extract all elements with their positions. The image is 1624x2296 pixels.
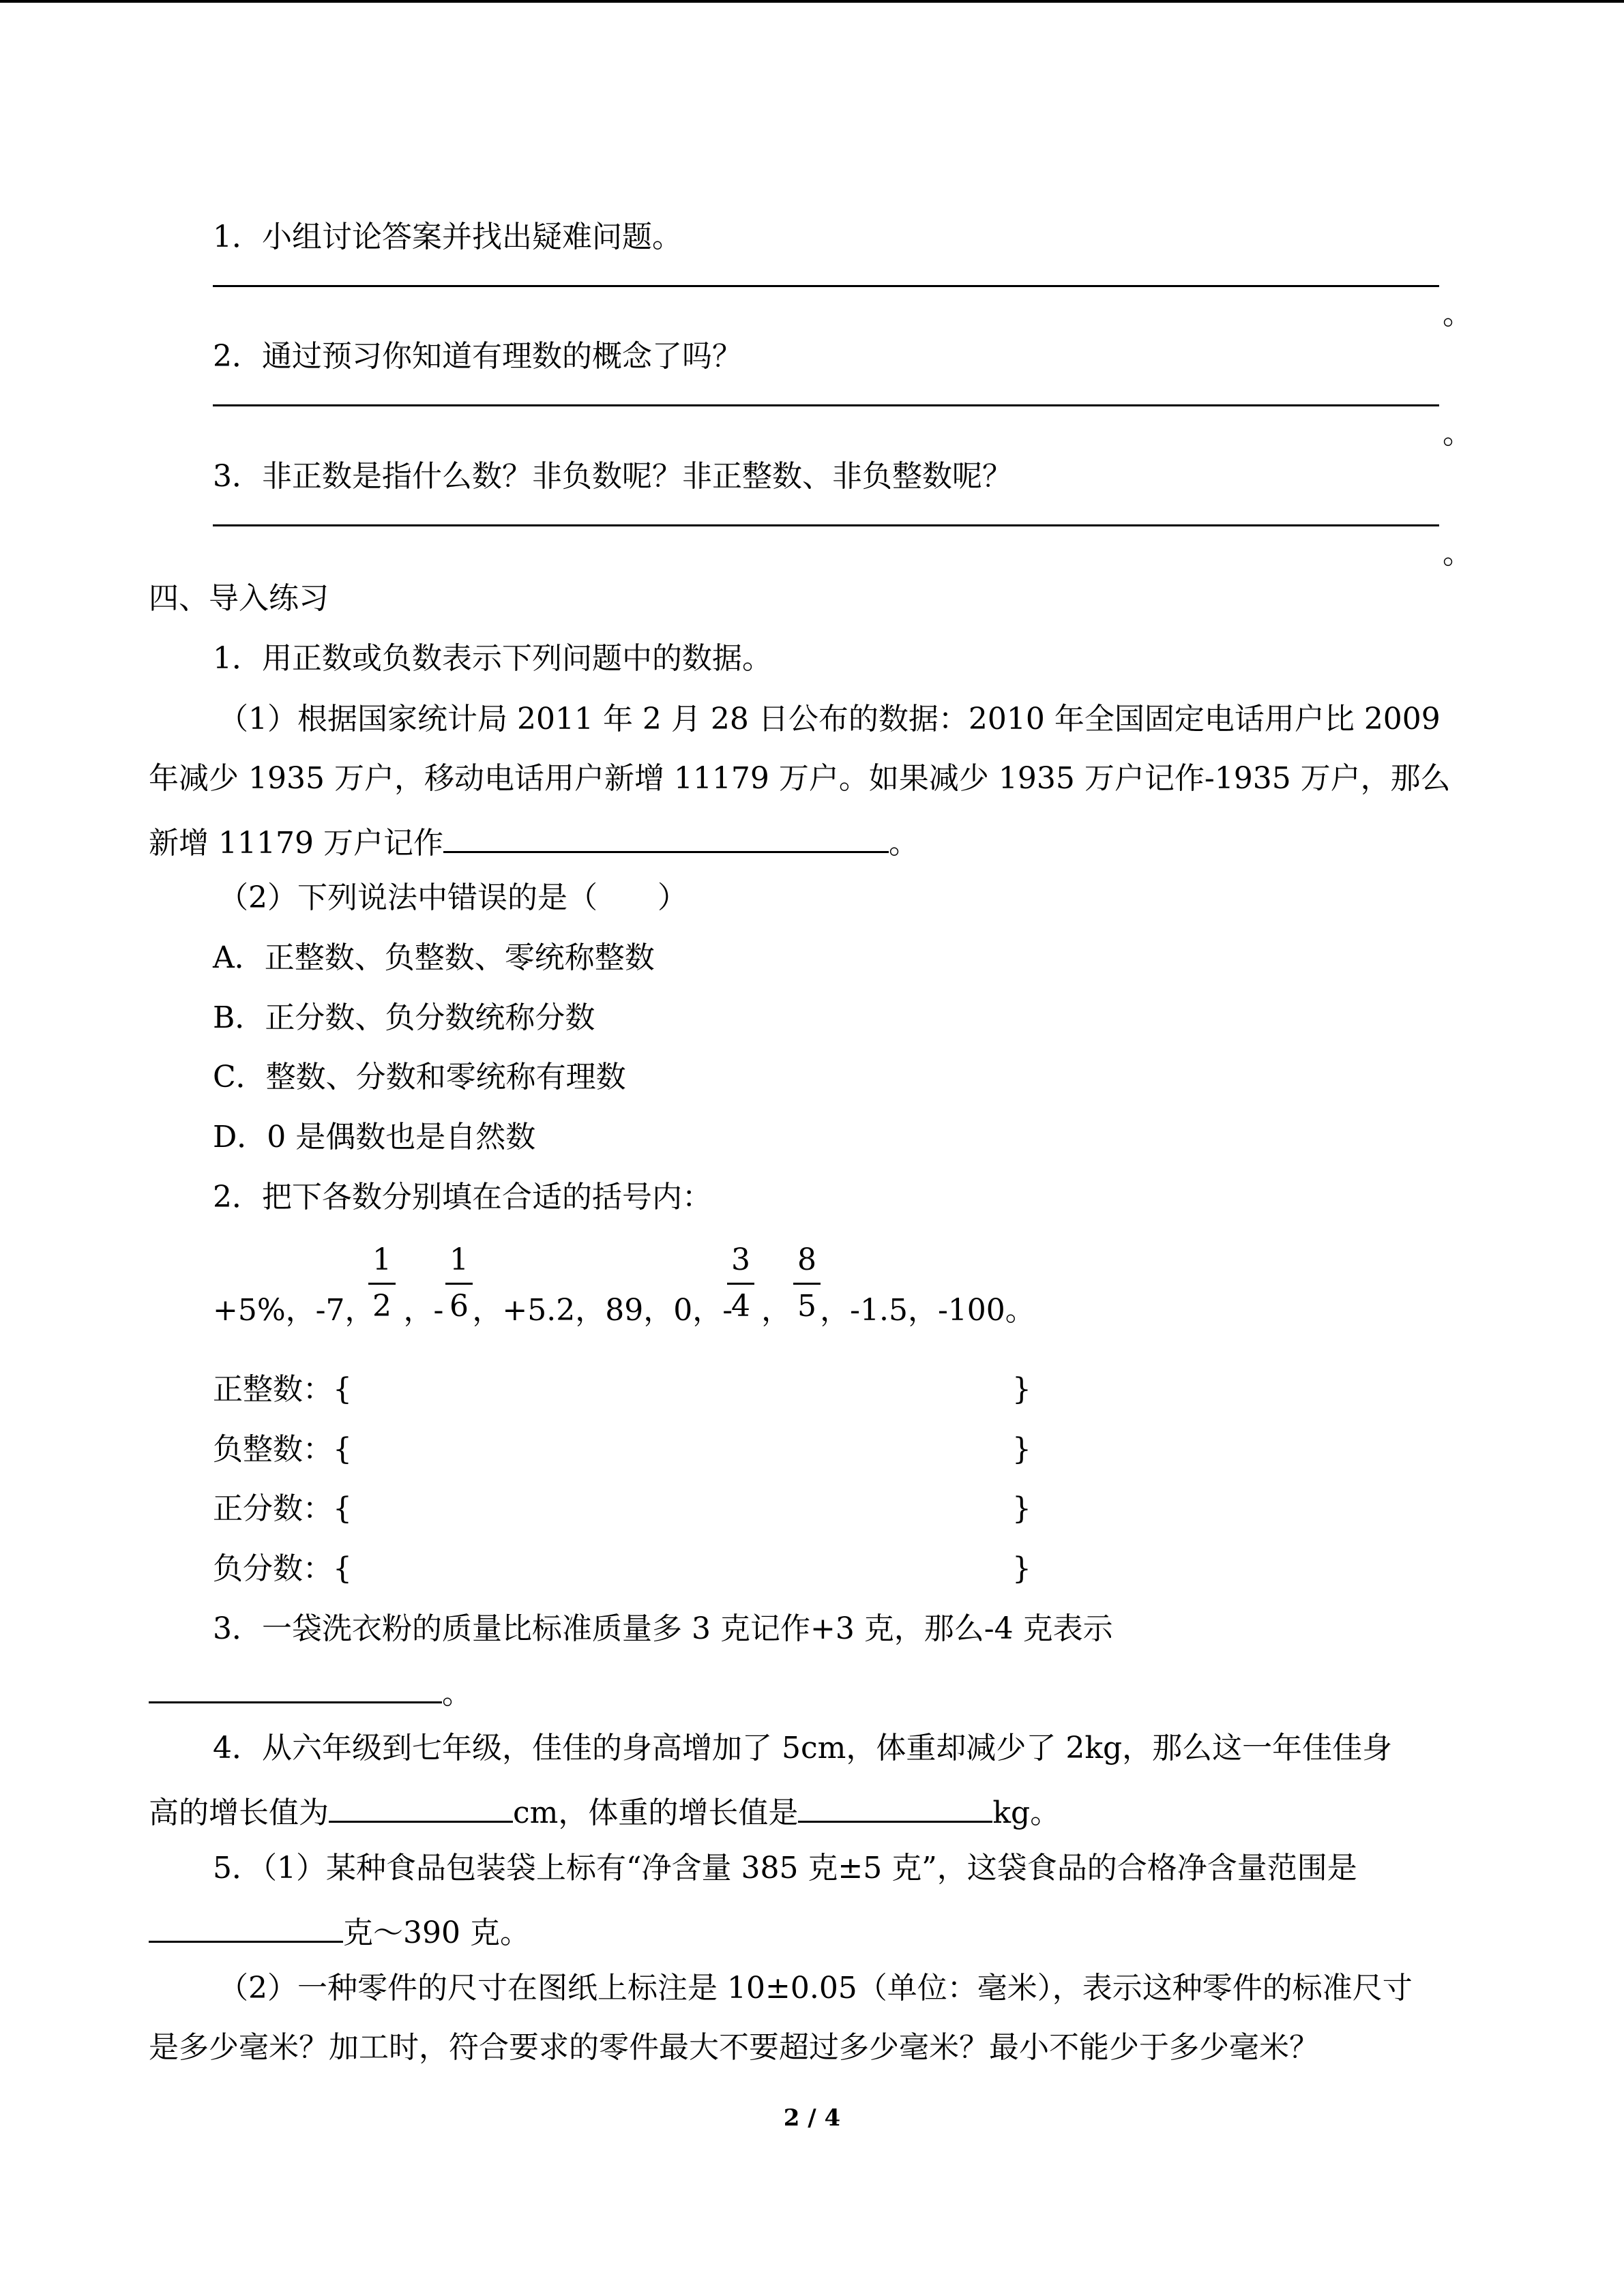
fraction-3-4-denominator: 4	[731, 1289, 750, 1324]
fraction-1-2-numerator: 1	[372, 1242, 392, 1277]
set-positive-integers: 正整数：{	[213, 1372, 352, 1407]
answer-line-3[interactable]	[213, 524, 1439, 526]
numbers-part-3: ，+5.2，89，0，-	[472, 1293, 733, 1328]
section-4-heading: 四、导入练习	[149, 581, 329, 616]
numbers-part-1: +5%，-7，	[213, 1293, 375, 1328]
answer-blank-weight[interactable]	[798, 1793, 992, 1823]
set-negative-integers-close: }	[1012, 1432, 1031, 1467]
question-4-5-end: 克～390 克。	[343, 1915, 530, 1950]
question-4-1-1-line-2: 年减少 1935 万户，移动电话用户新增 11179 万户。如果减少 1935 万户记作-1935 万户，那么	[149, 761, 1451, 796]
question-4-4-text-a: 高的增长值为	[149, 1795, 329, 1830]
fraction-1-6-numerator: 1	[449, 1242, 469, 1277]
answer-line-2[interactable]	[213, 404, 1439, 406]
fraction-1-6-bar	[445, 1283, 473, 1285]
page-number: 2 / 4	[783, 2104, 841, 2132]
fraction-3-4	[727, 1242, 754, 1324]
question-4-2-title: 2．把下各数分别填在合适的括号内：	[213, 1180, 712, 1214]
question-4-4-line-2	[149, 1793, 1060, 1828]
question-4-4-line-1: 4．从六年级到七年级，佳佳的身高增加了 5cm，体重却减少了 2kg，那么这一年佳佳身	[213, 1731, 1393, 1765]
question-4-3-line-2	[149, 1674, 472, 1709]
answer-line-3-period: 。	[1443, 536, 1473, 571]
question-3-1: 1．小组讨论答案并找出疑难问题。	[213, 220, 682, 254]
option-d[interactable]: D．0 是偶数也是自然数	[213, 1120, 536, 1154]
question-4-3-line-1: 3．一袋洗衣粉的质量比标准质量多 3 克记作+3 克，那么-4 克表示	[213, 1611, 1113, 1646]
question-4-3-end: 。	[442, 1676, 472, 1711]
fraction-8-5	[793, 1242, 821, 1324]
numbers-part-4: ，	[761, 1293, 792, 1328]
option-c[interactable]: C．整数、分数和零统称有理数	[213, 1060, 626, 1094]
question-4-1-1-line-3-end: 。	[888, 826, 919, 861]
option-b[interactable]: B．正分数、负分数统称分数	[213, 1000, 595, 1035]
fraction-1-2	[368, 1242, 396, 1324]
question-3-2: 2．通过预习你知道有理数的概念了吗？	[213, 339, 742, 374]
set-positive-fractions: 正分数：{	[213, 1491, 352, 1526]
question-4-5-line-2	[149, 1913, 530, 1948]
set-negative-fractions-close: }	[1012, 1551, 1031, 1586]
fraction-1-2-denominator: 2	[372, 1289, 392, 1324]
numbers-part-2: ，-	[403, 1293, 444, 1328]
answer-line-2-period: 。	[1443, 416, 1473, 451]
answer-blank-minus-4g[interactable]	[149, 1674, 442, 1703]
question-4-5-line-1: 5．（1）某种食品包装袋上标有“净含量 385 克±5 克”，这袋食品的合格净含量范围是	[213, 1851, 1357, 1885]
answer-line-1[interactable]	[213, 285, 1439, 287]
question-4-1-2: （2）下列说法中错误的是（ ）	[218, 880, 688, 915]
set-negative-integers: 负整数：{	[213, 1432, 352, 1467]
question-4-5-2-line-1: （2）一种零件的尺寸在图纸上标注是 10±0.05（单位：毫米），表示这种零件的标准尺寸	[218, 1971, 1413, 2006]
answer-blank-height[interactable]	[329, 1793, 513, 1823]
question-4-1-1-line-3-text: 新增 11179 万户记作	[149, 826, 443, 861]
answer-blank-new-users[interactable]	[443, 824, 889, 853]
numbers-part-5: ，-1.5，-100。	[820, 1293, 1035, 1328]
question-4-1-title: 1．用正数或负数表示下列问题中的数据。	[213, 641, 772, 676]
fraction-8-5-numerator: 8	[797, 1242, 816, 1277]
question-4-4-text-b: cm，体重的增长值是	[513, 1795, 799, 1830]
set-positive-integers-close: }	[1012, 1372, 1031, 1407]
question-4-1-1-line-1: （1）根据国家统计局 2011 年 2 月 28 日公布的数据：2010 年全国固定电话用户比 2009	[218, 702, 1441, 736]
fraction-8-5-bar	[793, 1283, 821, 1285]
fraction-3-4-bar	[727, 1283, 754, 1285]
set-positive-fractions-close: }	[1012, 1491, 1031, 1526]
question-4-1-1-line-3	[149, 824, 919, 859]
fraction-1-2-bar	[368, 1283, 396, 1285]
option-a[interactable]: A．正整数、负整数、零统称整数	[213, 940, 655, 975]
question-4-5-2-line-2: 是多少毫米？加工时，符合要求的零件最大不要超过多少毫米？最小不能少于多少毫米？	[149, 2030, 1319, 2065]
answer-line-1-period: 。	[1443, 297, 1473, 331]
question-3-3: 3．非正数是指什么数？非负数呢？非正整数、非负整数呢？	[213, 459, 1012, 494]
question-4-4-text-c: kg。	[992, 1795, 1061, 1830]
number-list	[213, 1293, 1035, 1328]
set-negative-fractions: 负分数：{	[213, 1551, 352, 1586]
fraction-1-6-denominator: 6	[449, 1289, 469, 1324]
fraction-8-5-denominator: 5	[797, 1289, 816, 1324]
fraction-3-4-numerator: 3	[731, 1242, 750, 1277]
answer-blank-range-min[interactable]	[149, 1913, 343, 1943]
fraction-1-6	[445, 1242, 473, 1324]
